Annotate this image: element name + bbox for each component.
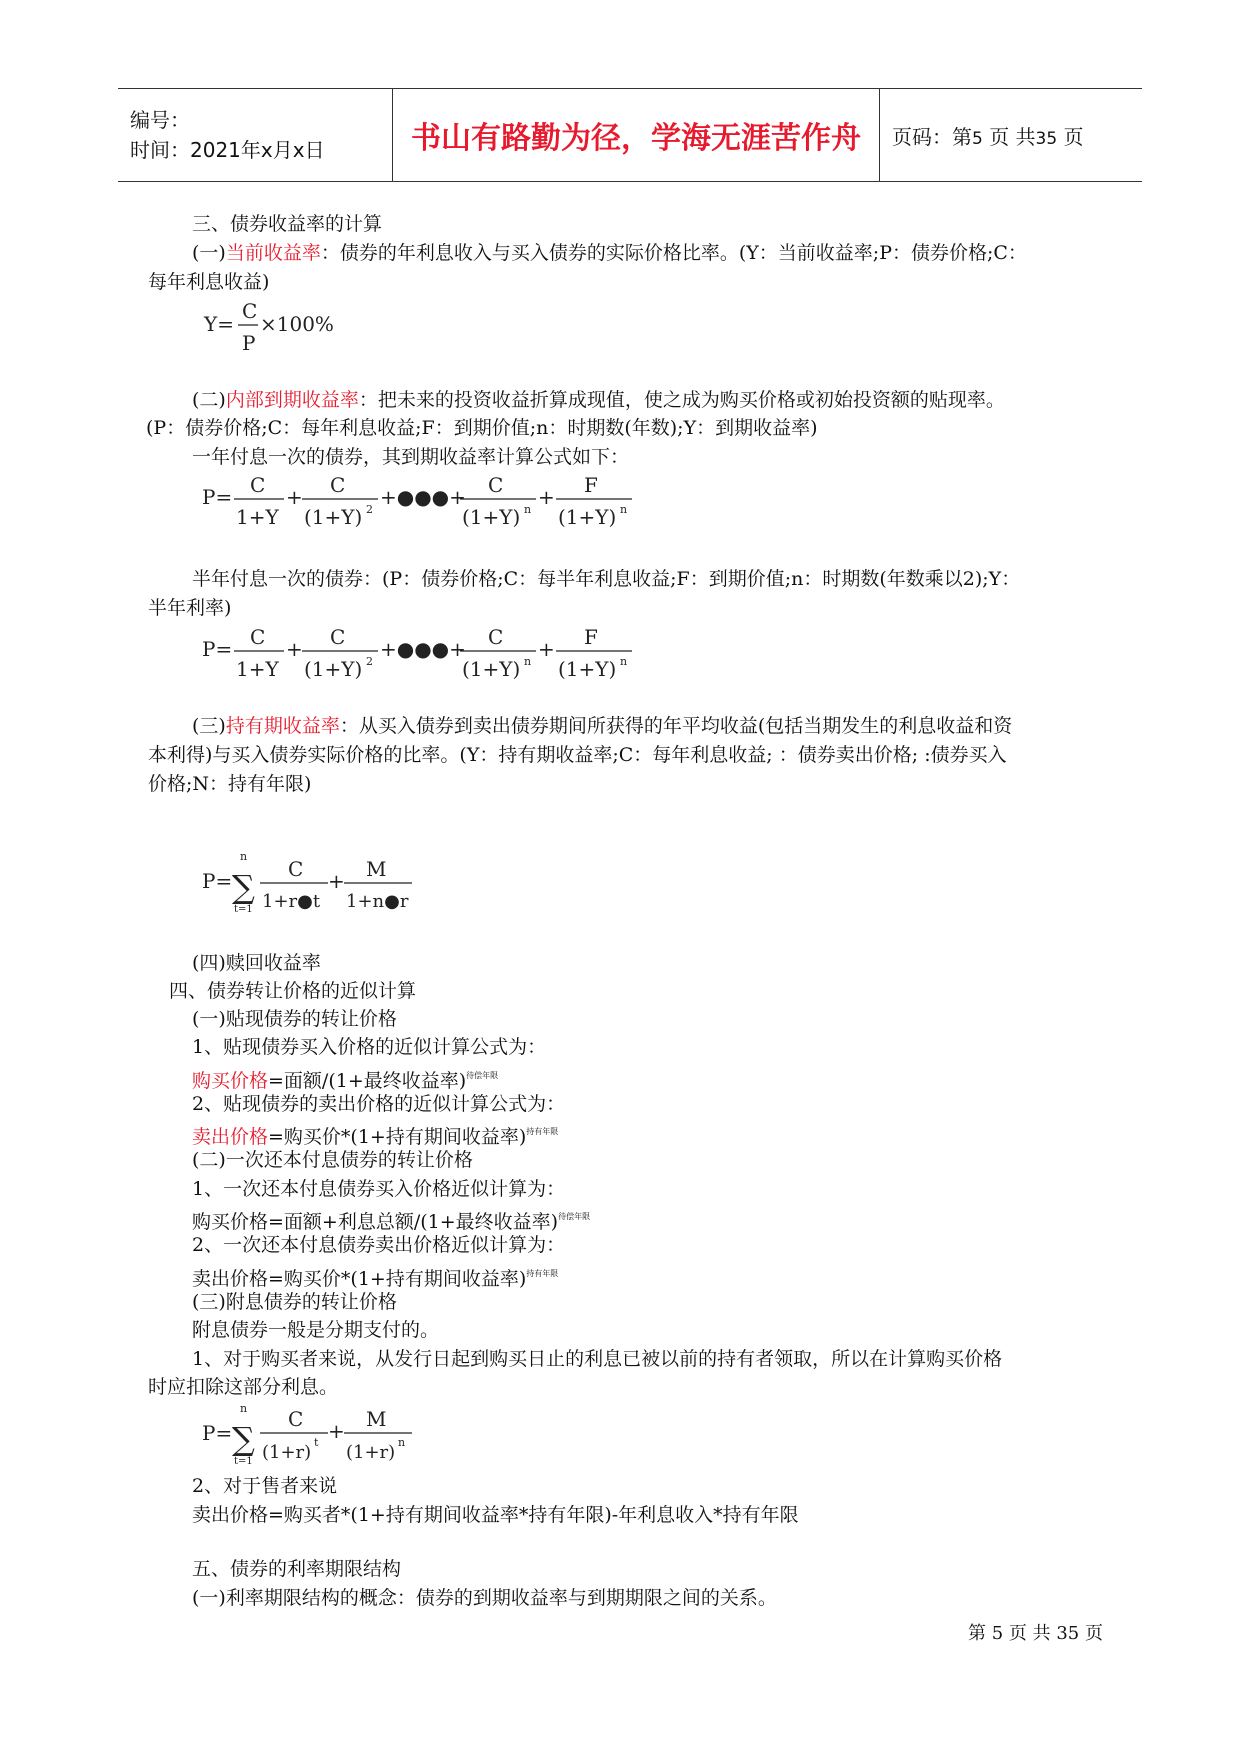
section-4-title: 四、债券转让价格的近似计算	[169, 980, 417, 1002]
time-label: 时间：2021年x月x日	[130, 138, 325, 162]
svg-text:n: n	[240, 1402, 248, 1415]
header-left	[118, 89, 392, 181]
svg-text:n: n	[620, 503, 628, 516]
term-ytm: 内部到期收益率	[225, 389, 359, 411]
svg-text:t: t	[314, 1436, 319, 1449]
term-hpy: 持有期收益率	[225, 715, 340, 737]
term-current-yield: 当前收益率	[225, 242, 321, 264]
svg-text:∑: ∑	[232, 868, 255, 906]
svg-text:(1+Y): (1+Y)	[462, 657, 521, 681]
svg-text:+●●●+: +●●●+	[380, 485, 466, 509]
svg-text:P=: P=	[202, 1421, 233, 1445]
svg-text:1+n●r: 1+n●r	[346, 891, 409, 912]
motto-text: 书山有路勤为径，学海无涯苦作舟	[411, 121, 861, 156]
para-semiannual: 半年付息一次的债券：(P：债券价格;C：每半年利息收益;F：到期价值;n：时期数(年数乘以2);Y：	[192, 568, 1021, 590]
svg-text:n: n	[620, 655, 628, 668]
svg-text:C: C	[250, 473, 266, 497]
s4-3a: 附息债券一般是分期支付的。	[192, 1319, 440, 1341]
svg-text:+: +	[286, 637, 303, 661]
svg-text:(1+Y): (1+Y)	[304, 505, 363, 529]
s4-2: (二)一次还本付息债券的转让价格	[192, 1149, 473, 1171]
svg-text:(1+r): (1+r)	[262, 1442, 312, 1463]
para-annual-coupon: 一年付息一次的债券，其到期收益率计算公式如下：	[192, 446, 630, 468]
number-label: 编号：	[130, 108, 190, 132]
svg-text:+: +	[328, 869, 345, 893]
s4-3b-cont: 时应扣除这部分利息。	[148, 1376, 339, 1398]
svg-text:+: +	[538, 637, 555, 661]
svg-text:1+Y: 1+Y	[236, 657, 279, 681]
s4-1b: 2、贴现债券的卖出价格的近似计算公式为：	[192, 1093, 566, 1115]
page-label: 页码：第	[892, 124, 972, 149]
section-5-title: 五、债券的利率期限结构	[192, 1558, 402, 1580]
svg-text:(1+Y): (1+Y)	[558, 657, 617, 681]
s4-3b: 1、对于购买者来说，从发行日起到购买日止的利息已被以前的持有者领取，所以在计算购买价格	[192, 1348, 1003, 1370]
svg-text:C: C	[488, 473, 504, 497]
page-indicator	[892, 121, 1084, 150]
svg-text:(1+Y): (1+Y)	[558, 505, 617, 529]
svg-text:t=1: t=1	[234, 1456, 253, 1467]
para-current-yield: (一)当前收益率：债券的年利息收入与买入债券的实际价格比率。(Y：当前收益率;P：债券价格;C：	[192, 242, 1027, 264]
para-hpy-cont: 本利得)与买入债券实际价格的比率。(Y：持有期收益率;C：每年利息收益; ：债券卖出价格; :债券买入	[148, 744, 1007, 766]
page-end: 页	[1063, 124, 1084, 149]
svg-text:C: C	[288, 857, 304, 881]
svg-text:2: 2	[366, 503, 373, 516]
para-ytm: (二)内部到期收益率：把未来的投资收益折算成现值，使之成为购买价格或初始投资额的贴现率。	[192, 389, 1005, 411]
svg-text:×100%: ×100%	[260, 312, 334, 336]
para-current-yield-cont: 每年利息收益)	[148, 271, 270, 293]
s4-3: (三)附息债券的转让价格	[192, 1291, 397, 1313]
s4-2a-formula: 购买价格=面额+利息总额/(1+最终收益率)$^{待偿年限}$	[192, 1211, 591, 1233]
s4-1a-formula: 购买价格=面额/(1+最终收益率)$^{待偿年限}$	[192, 1070, 499, 1092]
svg-text:M: M	[366, 857, 387, 881]
svg-text:P=: P=	[202, 869, 233, 893]
section-3-title: 三、债券收益率的计算	[192, 213, 383, 235]
page-footer: 第 5 页 共 35 页	[968, 1623, 1103, 1644]
s4-3c-formula: 卖出价格=购买者*(1+持有期间收益率*持有年限)-年利息收入*持有年限	[192, 1504, 799, 1526]
page-number: 5	[972, 128, 983, 149]
svg-text:C: C	[330, 625, 346, 649]
svg-text:n: n	[240, 850, 248, 863]
page-header	[118, 88, 1142, 182]
para-hpy-cont2: 价格;N：持有年限)	[148, 773, 312, 795]
s4-2b-formula: 卖出价格=购买价*(1+持有期间收益率)$^{持有年限}$	[192, 1268, 559, 1290]
page-mid: 页 共	[989, 124, 1036, 149]
formula-ytm-annual	[200, 468, 640, 536]
svg-text:P: P	[242, 331, 256, 355]
svg-text:M: M	[366, 1407, 387, 1431]
svg-text:C: C	[488, 625, 504, 649]
svg-text:C: C	[250, 625, 266, 649]
para-ytm-cont: (P：债券价格;C：每年利息收益;F：到期价值;n：时期数(年数);Y：到期收益率)	[146, 417, 818, 439]
s4-2a: 1、一次还本付息债券买入价格近似计算为：	[192, 1178, 566, 1200]
formula-coupon-bond	[200, 1402, 430, 1478]
svg-text:1+Y: 1+Y	[236, 505, 279, 529]
svg-text:1+r●t: 1+r●t	[262, 891, 321, 912]
svg-text:(1+r): (1+r)	[346, 1442, 396, 1463]
header-page-info	[880, 89, 1084, 181]
svg-text:+: +	[286, 485, 303, 509]
s5-1: (一)利率期限结构的概念：债券的到期收益率与到期期限之间的关系。	[192, 1587, 777, 1609]
formula-holding-period	[200, 848, 430, 928]
svg-text:n: n	[524, 655, 532, 668]
svg-text:C: C	[330, 473, 346, 497]
svg-text:(1+Y): (1+Y)	[462, 505, 521, 529]
s4-1: (一)贴现债券的转让价格	[192, 1008, 397, 1030]
s4-2b: 2、一次还本付息债券卖出价格近似计算为：	[192, 1234, 566, 1256]
svg-text:Y=: Y=	[204, 312, 234, 336]
s4-3c: 2、对于售者来说	[192, 1475, 338, 1497]
svg-text:C: C	[242, 299, 258, 323]
svg-text:n: n	[524, 503, 532, 516]
svg-text:t=1: t=1	[234, 904, 253, 915]
para-call-yield: (四)赎回收益率	[192, 952, 321, 974]
svg-text:2: 2	[366, 655, 373, 668]
svg-text:∑: ∑	[232, 1420, 255, 1458]
svg-text:P=: P=	[202, 637, 233, 661]
svg-text:+: +	[538, 485, 555, 509]
svg-text:+: +	[328, 1419, 345, 1443]
para-semiannual-cont: 半年利率)	[148, 597, 232, 619]
svg-text:F: F	[584, 625, 598, 649]
svg-text:F: F	[584, 473, 598, 497]
svg-text:+●●●+: +●●●+	[380, 637, 466, 661]
svg-text:(1+Y): (1+Y)	[304, 657, 363, 681]
s4-1b-formula: 卖出价格=购买价*(1+持有期间收益率)$^{持有年限}$	[192, 1126, 559, 1148]
formula-current-yield	[200, 296, 350, 358]
svg-text:P=: P=	[202, 485, 233, 509]
svg-text:n: n	[398, 1436, 406, 1449]
page-total: 35	[1035, 128, 1058, 149]
para-hpy: (三)持有期收益率：从买入债券到卖出债券期间所获得的年平均收益(包括当期发生的利息收益和资	[192, 715, 1013, 737]
formula-ytm-semiannual	[200, 620, 640, 688]
svg-text:C: C	[288, 1407, 304, 1431]
s4-1a: 1、贴现债券买入价格的近似计算公式为：	[192, 1036, 547, 1058]
header-motto	[392, 89, 880, 181]
